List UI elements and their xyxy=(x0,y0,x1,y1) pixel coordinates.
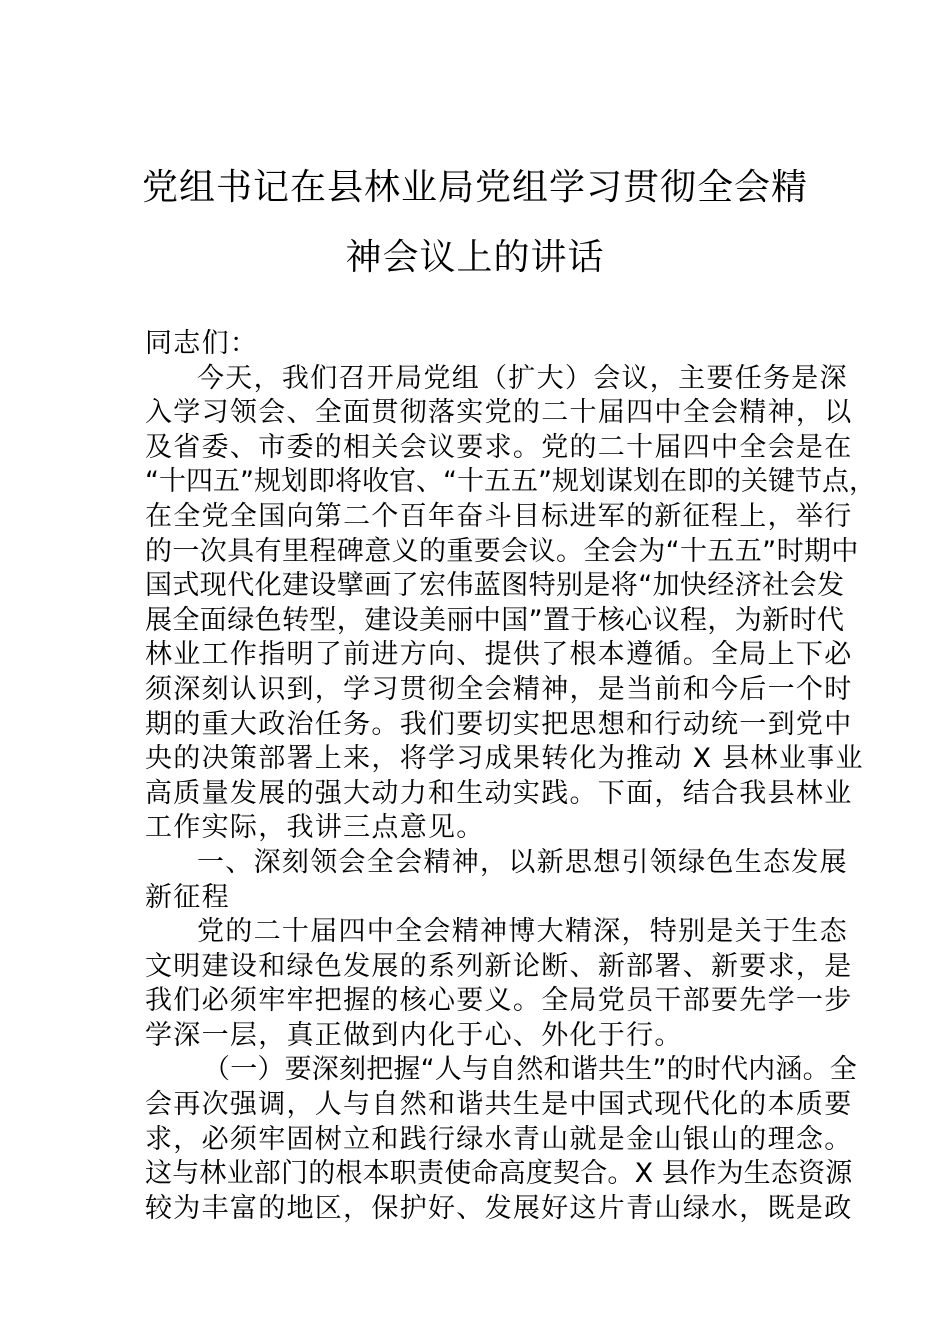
paragraph-line: 入学习领会、全面贯彻落实党的二十届四中全会精神，以 xyxy=(145,397,853,429)
section-heading: 新征程 xyxy=(145,881,230,913)
paragraph-line: 国式现代化建设擘画了宏伟蓝图特别是将“加快经济社会发 xyxy=(145,570,845,602)
paragraph-line: 的一次具有里程碑意义的重要会议。全会为“十五五”时期中 xyxy=(145,535,859,567)
document-body xyxy=(145,327,876,1226)
paragraph-line: 工作实际，我讲三点意见。 xyxy=(145,812,485,844)
paragraph-line: 今天，我们召开局党组（扩大）会议，主要任务是深 xyxy=(197,362,848,394)
paragraph-line: 较为丰富的地区，保护好、发展好这片青山绿水，既是政 xyxy=(145,1192,853,1224)
paragraph-line: 及省委、市委的相关会议要求。党的二十届四中全会是在 xyxy=(145,431,853,463)
section-heading: 一、深刻领会全会精神，以新思想引领绿色生态发展 xyxy=(197,846,848,878)
document-title-line-1: 党组书记在县林业局党组学习贯彻全会精 xyxy=(141,167,808,208)
paragraph-line: 央的决策部署上来，将学习成果转化为推动 X 县林业事业 xyxy=(145,743,864,775)
paragraph-line: 党的二十届四中全会精神博大精深，特别是关于生态 xyxy=(197,916,848,948)
paragraph-line: 高质量发展的强大动力和生动实践。下面，结合我县林业 xyxy=(145,777,853,809)
paragraph-line: 展全面绿色转型，建设美丽中国”置于核心议程，为新时代 xyxy=(145,604,845,636)
paragraph-line: 会再次强调，人与自然和谐共生是中国式现代化的本质要 xyxy=(145,1089,853,1121)
paragraph-line: 这与林业部门的根本职责使命高度契合。X 县作为生态资源 xyxy=(145,1158,853,1190)
document-title-line-2: 神会议上的讲话 xyxy=(345,237,605,278)
paragraph-line: 林业工作指明了前进方向、提供了根本遵循。全局上下必 xyxy=(145,639,853,671)
paragraph-line: 在全党全国向第二个百年奋斗目标进军的新征程上，举行 xyxy=(145,500,853,532)
paragraph-line: 文明建设和绿色发展的系列新论断、新部署、新要求，是 xyxy=(145,950,853,982)
paragraph-line: 我们必须牢牢把握的核心要义。全局党员干部要先学一步 xyxy=(145,985,853,1017)
paragraph-line: 学深一层，真正做到内化于心、外化于行。 xyxy=(145,1019,683,1051)
subsection-heading: （一）要深刻把握“人与自然和谐共生”的时代内涵。全 xyxy=(203,1054,857,1086)
salutation: 同志们： xyxy=(145,328,259,359)
paragraph-line: 求，必须牢固树立和践行绿水青山就是金山银山的理念。 xyxy=(145,1123,853,1155)
paragraph-line: 须深刻认识到，学习贯彻全会精神，是当前和今后一个时 xyxy=(145,673,853,705)
paragraph-line: “十四五”规划即将收官、“十五五”规划谋划在即的关键节点， xyxy=(145,466,876,498)
paragraph-line: 期的重大政治任务。我们要切实把思想和行动统一到党中 xyxy=(145,708,853,740)
